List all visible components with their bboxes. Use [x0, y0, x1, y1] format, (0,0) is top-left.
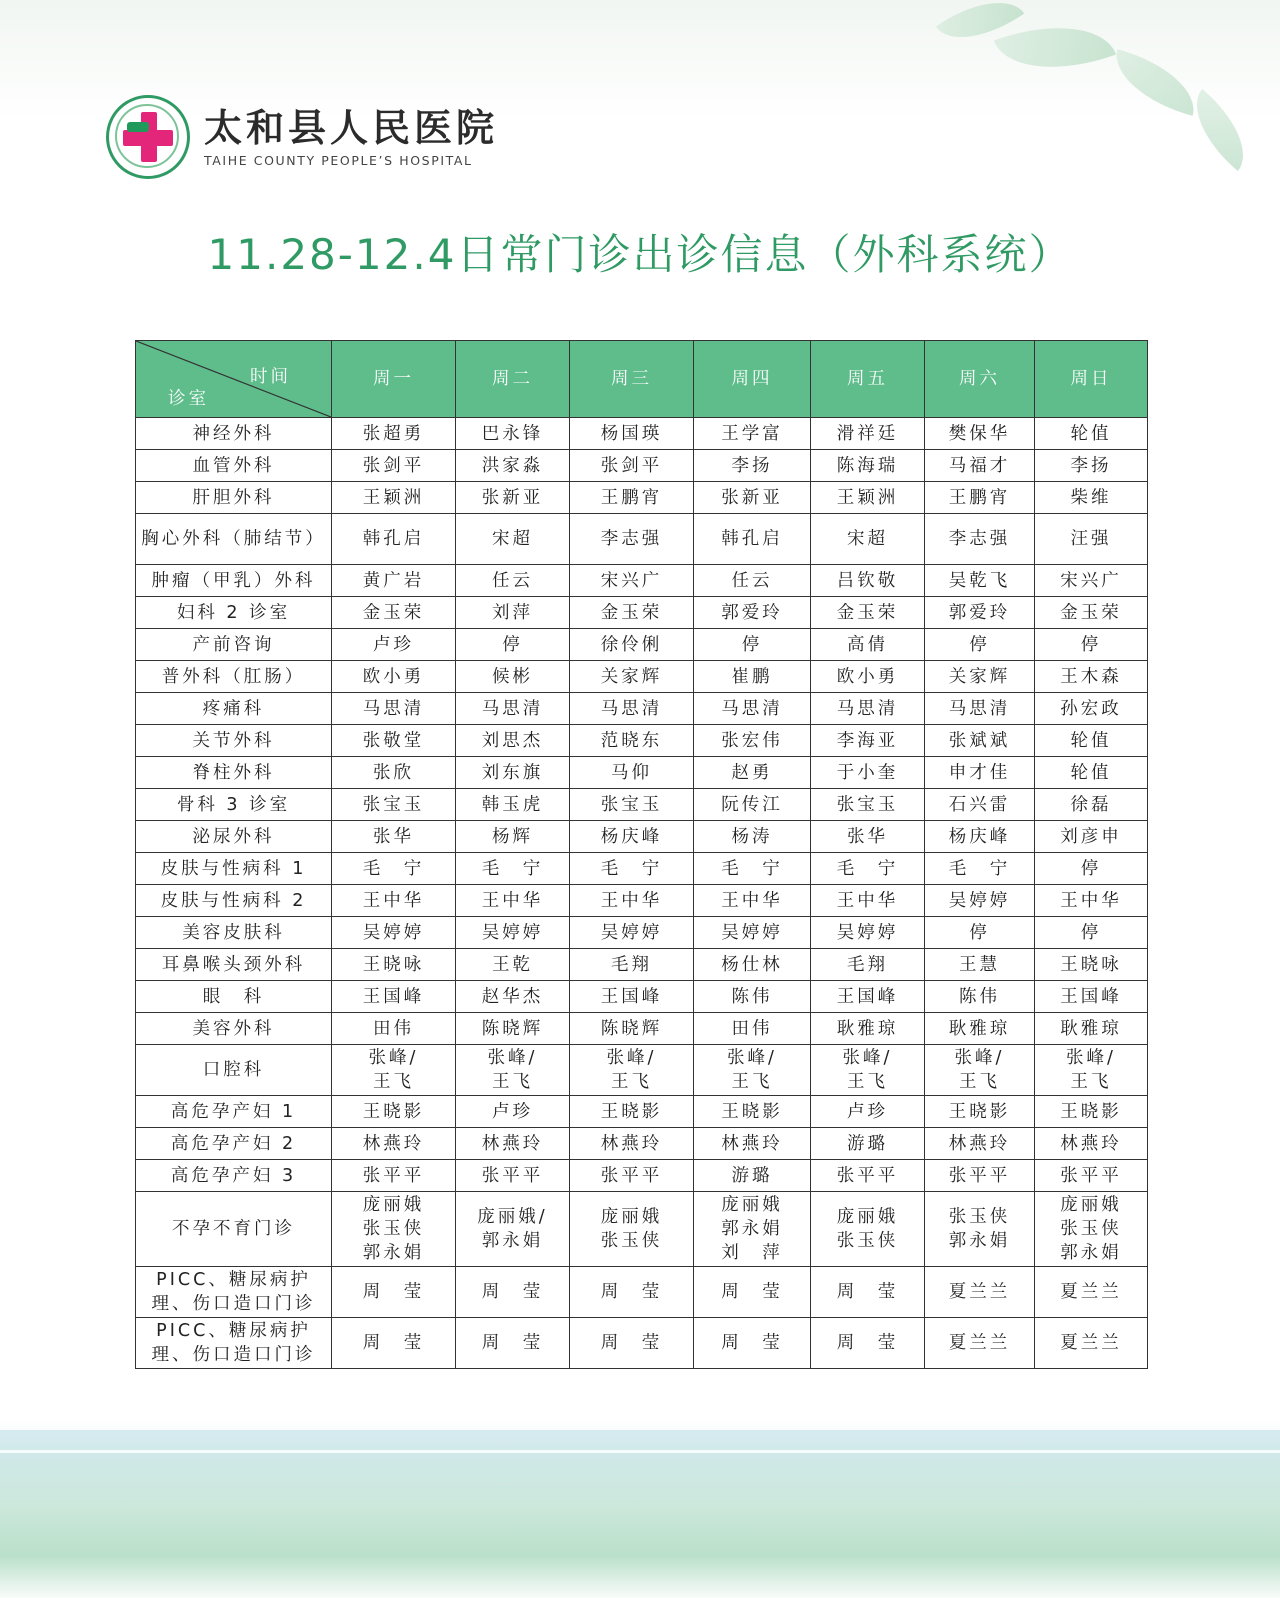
table-row [136, 1128, 1148, 1160]
doctor-cell: 庞丽娥 张玉侠 [811, 1192, 925, 1267]
doctor-cell: 高倩 [811, 629, 925, 661]
hospital-emblem-icon [106, 95, 190, 179]
doctor-cell: 陈伟 [925, 981, 1035, 1013]
doctor-cell: 停 [1035, 853, 1148, 885]
doctor-cell: 王颖洲 [811, 482, 925, 514]
dept-cell: 疼痛科 [136, 693, 332, 725]
doctor-cell: 赵勇 [694, 757, 811, 789]
dept-cell: 高危孕产妇 2 [136, 1128, 332, 1160]
doctor-cell: 吴婷婷 [925, 885, 1035, 917]
doctor-cell: 柴维 [1035, 482, 1148, 514]
table-row [136, 1318, 1148, 1369]
table-row [136, 725, 1148, 757]
doctor-cell: 庞丽娥 张玉侠 [570, 1192, 694, 1267]
doctor-cell: 张敬堂 [332, 725, 456, 757]
doctor-cell: 张斌斌 [925, 725, 1035, 757]
doctor-cell: 郭爱玲 [925, 597, 1035, 629]
doctor-cell: 陈伟 [694, 981, 811, 1013]
table-row [136, 981, 1148, 1013]
dept-cell: 美容外科 [136, 1013, 332, 1045]
doctor-cell: 停 [456, 629, 570, 661]
doctor-cell: 王中华 [811, 885, 925, 917]
doctor-cell: 张宝玉 [811, 789, 925, 821]
footer-wave-decoration [0, 1430, 1280, 1598]
doctor-cell: 宋超 [811, 514, 925, 565]
doctor-cell: 王鹏宵 [570, 482, 694, 514]
table-row [136, 1267, 1148, 1318]
corner-room-label: 诊室 [168, 389, 209, 409]
doctor-cell: 张峰/ 王飞 [332, 1045, 456, 1096]
dept-cell: 高危孕产妇 3 [136, 1160, 332, 1192]
table-row [136, 514, 1148, 565]
doctor-cell: 关家辉 [570, 661, 694, 693]
table-row [136, 789, 1148, 821]
doctor-cell: 张峰/ 王飞 [925, 1045, 1035, 1096]
doctor-cell: 孙宏政 [1035, 693, 1148, 725]
doctor-cell: 毛 宁 [811, 853, 925, 885]
dept-cell: 皮肤与性病科 1 [136, 853, 332, 885]
doctor-cell: 宋超 [456, 514, 570, 565]
doctor-cell: 王中华 [1035, 885, 1148, 917]
table-row [136, 917, 1148, 949]
page-title: 11.28-12.4日常门诊出诊信息（外科系统） [207, 230, 1073, 279]
doctor-cell: 刘东旗 [456, 757, 570, 789]
dept-cell: 神经外科 [136, 418, 332, 450]
table-row [136, 693, 1148, 725]
doctor-cell: 王乾 [456, 949, 570, 981]
dept-cell: PICC、糖尿病护理、伤口造口门诊 [136, 1318, 332, 1369]
doctor-cell: 樊保华 [925, 418, 1035, 450]
doctor-cell: 李海亚 [811, 725, 925, 757]
doctor-cell: 张新亚 [456, 482, 570, 514]
doctor-cell: 李志强 [570, 514, 694, 565]
doctor-cell: 停 [1035, 629, 1148, 661]
dept-cell: 胸心外科（肺结节） [136, 514, 332, 565]
doctor-cell: 周 莹 [694, 1267, 811, 1318]
doctor-cell: 张峰/ 王飞 [570, 1045, 694, 1096]
doctor-cell: 候彬 [456, 661, 570, 693]
dept-cell: 妇科 2 诊室 [136, 597, 332, 629]
doctor-cell: 庞丽娥/ 郭永娟 [456, 1192, 570, 1267]
doctor-cell: 张平平 [456, 1160, 570, 1192]
doctor-cell: 任云 [694, 565, 811, 597]
doctor-cell: 周 莹 [694, 1318, 811, 1369]
dept-cell: 眼 科 [136, 981, 332, 1013]
doctor-cell: 张剑平 [332, 450, 456, 482]
doctor-cell: 刘萍 [456, 597, 570, 629]
doctor-cell: 宋兴广 [1035, 565, 1148, 597]
doctor-cell: 刘彦申 [1035, 821, 1148, 853]
dept-cell: 美容皮肤科 [136, 917, 332, 949]
table-row [136, 1045, 1148, 1096]
doctor-cell: 王晓咏 [332, 949, 456, 981]
doctor-cell: 王学富 [694, 418, 811, 450]
day-header: 周日 [1035, 341, 1148, 418]
doctor-cell: 金玉荣 [570, 597, 694, 629]
dept-cell: 耳鼻喉头颈外科 [136, 949, 332, 981]
doctor-cell: 王中华 [570, 885, 694, 917]
doctor-cell: 王国峰 [332, 981, 456, 1013]
table-row [136, 885, 1148, 917]
day-header: 周一 [332, 341, 456, 418]
doctor-cell: 崔鹏 [694, 661, 811, 693]
doctor-cell: 庞丽娥 郭永娟 刘 萍 [694, 1192, 811, 1267]
doctor-cell: 吴婷婷 [456, 917, 570, 949]
doctor-cell: 卢珍 [811, 1096, 925, 1128]
doctor-cell: 金玉荣 [332, 597, 456, 629]
doctor-cell: 王中华 [332, 885, 456, 917]
doctor-cell: 马福才 [925, 450, 1035, 482]
doctor-cell: 王晓咏 [1035, 949, 1148, 981]
doctor-cell: 吴婷婷 [570, 917, 694, 949]
doctor-cell: 马思清 [456, 693, 570, 725]
doctor-cell: 张平平 [925, 1160, 1035, 1192]
doctor-cell: 毛翔 [570, 949, 694, 981]
doctor-cell: 张宝玉 [570, 789, 694, 821]
schedule-body [136, 418, 1148, 1369]
dept-cell: 产前咨询 [136, 629, 332, 661]
day-header: 周四 [694, 341, 811, 418]
doctor-cell: 张平平 [332, 1160, 456, 1192]
doctor-cell: 王木森 [1035, 661, 1148, 693]
doctor-cell: 夏兰兰 [925, 1267, 1035, 1318]
doctor-cell: 王晓影 [332, 1096, 456, 1128]
doctor-cell: 张宝玉 [332, 789, 456, 821]
doctor-cell: 吴婷婷 [811, 917, 925, 949]
doctor-cell: 停 [925, 917, 1035, 949]
doctor-cell: 轮值 [1035, 418, 1148, 450]
doctor-cell: 欧小勇 [811, 661, 925, 693]
table-row [136, 1192, 1148, 1267]
doctor-cell: 王颖洲 [332, 482, 456, 514]
day-header: 周六 [925, 341, 1035, 418]
table-row [136, 1160, 1148, 1192]
doctor-cell: 张平平 [570, 1160, 694, 1192]
doctor-cell: 刘思杰 [456, 725, 570, 757]
doctor-cell: 停 [925, 629, 1035, 661]
table-row [136, 482, 1148, 514]
doctor-cell: 张华 [332, 821, 456, 853]
doctor-cell: 田伟 [332, 1013, 456, 1045]
table-row [136, 853, 1148, 885]
doctor-cell: 申才佳 [925, 757, 1035, 789]
doctor-cell: 杨国瑛 [570, 418, 694, 450]
doctor-cell: 王鹏宵 [925, 482, 1035, 514]
doctor-cell: 张峰/ 王飞 [694, 1045, 811, 1096]
table-row [136, 450, 1148, 482]
doctor-cell: 毛 宁 [570, 853, 694, 885]
doctor-cell: 王晓影 [1035, 1096, 1148, 1128]
doctor-cell: 游璐 [811, 1128, 925, 1160]
doctor-cell: 巴永锋 [456, 418, 570, 450]
doctor-cell: 停 [1035, 917, 1148, 949]
doctor-cell: 王国峰 [570, 981, 694, 1013]
doctor-cell: 张平平 [1035, 1160, 1148, 1192]
doctor-cell: 李志强 [925, 514, 1035, 565]
doctor-cell: 毛 宁 [456, 853, 570, 885]
dept-cell: 骨科 3 诊室 [136, 789, 332, 821]
doctor-cell: 韩玉虎 [456, 789, 570, 821]
doctor-cell: 张峰/ 王飞 [456, 1045, 570, 1096]
doctor-cell: 张华 [811, 821, 925, 853]
doctor-cell: 王国峰 [1035, 981, 1148, 1013]
table-row [136, 757, 1148, 789]
doctor-cell: 林燕玲 [925, 1128, 1035, 1160]
day-header: 周五 [811, 341, 925, 418]
dept-cell: 普外科（肛肠） [136, 661, 332, 693]
doctor-cell: 游璐 [694, 1160, 811, 1192]
schedule-table [135, 340, 1148, 1369]
doctor-cell: 洪家淼 [456, 450, 570, 482]
doctor-cell: 杨庆峰 [570, 821, 694, 853]
doctor-cell: 王晓影 [694, 1096, 811, 1128]
table-row [136, 949, 1148, 981]
doctor-cell: 耿雅琼 [1035, 1013, 1148, 1045]
doctor-cell: 王晓影 [570, 1096, 694, 1128]
day-header: 周三 [570, 341, 694, 418]
doctor-cell: 陈海瑞 [811, 450, 925, 482]
table-row [136, 1013, 1148, 1045]
doctor-cell: 石兴雷 [925, 789, 1035, 821]
doctor-cell: 韩孔启 [332, 514, 456, 565]
doctor-cell: 赵华杰 [456, 981, 570, 1013]
doctor-cell: 夏兰兰 [925, 1318, 1035, 1369]
doctor-cell: 金玉荣 [811, 597, 925, 629]
dept-cell: PICC、糖尿病护理、伤口造口门诊 [136, 1267, 332, 1318]
doctor-cell: 林燕玲 [570, 1128, 694, 1160]
doctor-cell: 杨仕林 [694, 949, 811, 981]
doctor-cell: 林燕玲 [694, 1128, 811, 1160]
doctor-cell: 任云 [456, 565, 570, 597]
doctor-cell: 周 莹 [570, 1318, 694, 1369]
doctor-cell: 李扬 [694, 450, 811, 482]
doctor-cell: 停 [694, 629, 811, 661]
day-header: 周二 [456, 341, 570, 418]
doctor-cell: 汪强 [1035, 514, 1148, 565]
dept-cell: 不孕不育门诊 [136, 1192, 332, 1267]
hospital-logo [106, 95, 498, 179]
doctor-cell: 马思清 [694, 693, 811, 725]
doctor-cell: 毛 宁 [694, 853, 811, 885]
doctor-cell: 王慧 [925, 949, 1035, 981]
doctor-cell: 于小奎 [811, 757, 925, 789]
doctor-cell: 毛 宁 [332, 853, 456, 885]
dept-cell: 血管外科 [136, 450, 332, 482]
corner-time-label: 时间 [250, 367, 291, 387]
doctor-cell: 吴乾飞 [925, 565, 1035, 597]
doctor-cell: 耿雅琼 [811, 1013, 925, 1045]
doctor-cell: 周 莹 [332, 1318, 456, 1369]
doctor-cell: 张欣 [332, 757, 456, 789]
doctor-cell: 张剑平 [570, 450, 694, 482]
table-row [136, 1096, 1148, 1128]
hospital-name-cn: 太和县人民医院 [204, 104, 499, 150]
table-row [136, 597, 1148, 629]
doctor-cell: 庞丽娥 张玉侠 郭永娟 [1035, 1192, 1148, 1267]
doctor-cell: 陈晓辉 [570, 1013, 694, 1045]
doctor-cell: 王中华 [456, 885, 570, 917]
dept-cell: 脊柱外科 [136, 757, 332, 789]
doctor-cell: 毛翔 [811, 949, 925, 981]
table-row [136, 418, 1148, 450]
doctor-cell: 马思清 [332, 693, 456, 725]
doctor-cell: 陈晓辉 [456, 1013, 570, 1045]
doctor-cell: 周 莹 [570, 1267, 694, 1318]
doctor-cell: 王国峰 [811, 981, 925, 1013]
doctor-cell: 欧小勇 [332, 661, 456, 693]
doctor-cell: 李扬 [1035, 450, 1148, 482]
leaf-decoration [1106, 49, 1205, 116]
table-row [136, 661, 1148, 693]
doctor-cell: 杨庆峰 [925, 821, 1035, 853]
doctor-cell: 徐磊 [1035, 789, 1148, 821]
dept-cell: 关节外科 [136, 725, 332, 757]
doctor-cell: 张宏伟 [694, 725, 811, 757]
doctor-cell: 林燕玲 [332, 1128, 456, 1160]
doctor-cell: 郭爱玲 [694, 597, 811, 629]
table-row [136, 821, 1148, 853]
table-row [136, 565, 1148, 597]
doctor-cell: 卢珍 [456, 1096, 570, 1128]
doctor-cell: 韩孔启 [694, 514, 811, 565]
table-header-row [136, 341, 1148, 418]
doctor-cell: 庞丽娥 张玉侠 郭永娟 [332, 1192, 456, 1267]
doctor-cell: 林燕玲 [1035, 1128, 1148, 1160]
doctor-cell: 范晓东 [570, 725, 694, 757]
doctor-cell: 王晓影 [925, 1096, 1035, 1128]
doctor-cell: 宋兴广 [570, 565, 694, 597]
dept-cell: 肿瘤（甲乳）外科 [136, 565, 332, 597]
doctor-cell: 张新亚 [694, 482, 811, 514]
doctor-cell: 田伟 [694, 1013, 811, 1045]
doctor-cell: 吴婷婷 [332, 917, 456, 949]
doctor-cell: 关家辉 [925, 661, 1035, 693]
table-row [136, 629, 1148, 661]
doctor-cell: 张超勇 [332, 418, 456, 450]
doctor-cell: 周 莹 [456, 1318, 570, 1369]
doctor-cell: 夏兰兰 [1035, 1267, 1148, 1318]
doctor-cell: 张平平 [811, 1160, 925, 1192]
doctor-cell: 周 莹 [456, 1267, 570, 1318]
doctor-cell: 杨涛 [694, 821, 811, 853]
hospital-name-en: TAIHE COUNTY PEOPLE’S HOSPITAL [204, 152, 473, 168]
doctor-cell: 吴婷婷 [694, 917, 811, 949]
doctor-cell: 黄广岩 [332, 565, 456, 597]
doctor-cell: 卢珍 [332, 629, 456, 661]
dept-cell: 皮肤与性病科 2 [136, 885, 332, 917]
dept-cell: 高危孕产妇 1 [136, 1096, 332, 1128]
doctor-cell: 周 莹 [332, 1267, 456, 1318]
corner-header-cell [136, 341, 332, 418]
doctor-cell: 马思清 [925, 693, 1035, 725]
doctor-cell: 杨辉 [456, 821, 570, 853]
doctor-cell: 张峰/ 王飞 [1035, 1045, 1148, 1096]
dept-cell: 肝胆外科 [136, 482, 332, 514]
doctor-cell: 张峰/ 王飞 [811, 1045, 925, 1096]
doctor-cell: 毛 宁 [925, 853, 1035, 885]
doctor-cell: 吕钦敬 [811, 565, 925, 597]
doctor-cell: 轮值 [1035, 725, 1148, 757]
doctor-cell: 滑祥廷 [811, 418, 925, 450]
doctor-cell: 周 莹 [811, 1318, 925, 1369]
doctor-cell: 马思清 [811, 693, 925, 725]
doctor-cell: 马思清 [570, 693, 694, 725]
doctor-cell: 夏兰兰 [1035, 1318, 1148, 1369]
dept-cell: 口腔科 [136, 1045, 332, 1096]
doctor-cell: 金玉荣 [1035, 597, 1148, 629]
doctor-cell: 轮值 [1035, 757, 1148, 789]
doctor-cell: 林燕玲 [456, 1128, 570, 1160]
doctor-cell: 周 莹 [811, 1267, 925, 1318]
doctor-cell: 马仰 [570, 757, 694, 789]
doctor-cell: 王中华 [694, 885, 811, 917]
footer-line-decoration [0, 1450, 1280, 1453]
doctor-cell: 耿雅琼 [925, 1013, 1035, 1045]
doctor-cell: 张玉侠 郭永娟 [925, 1192, 1035, 1267]
doctor-cell: 阮传江 [694, 789, 811, 821]
doctor-cell: 徐伶俐 [570, 629, 694, 661]
dept-cell: 泌尿外科 [136, 821, 332, 853]
